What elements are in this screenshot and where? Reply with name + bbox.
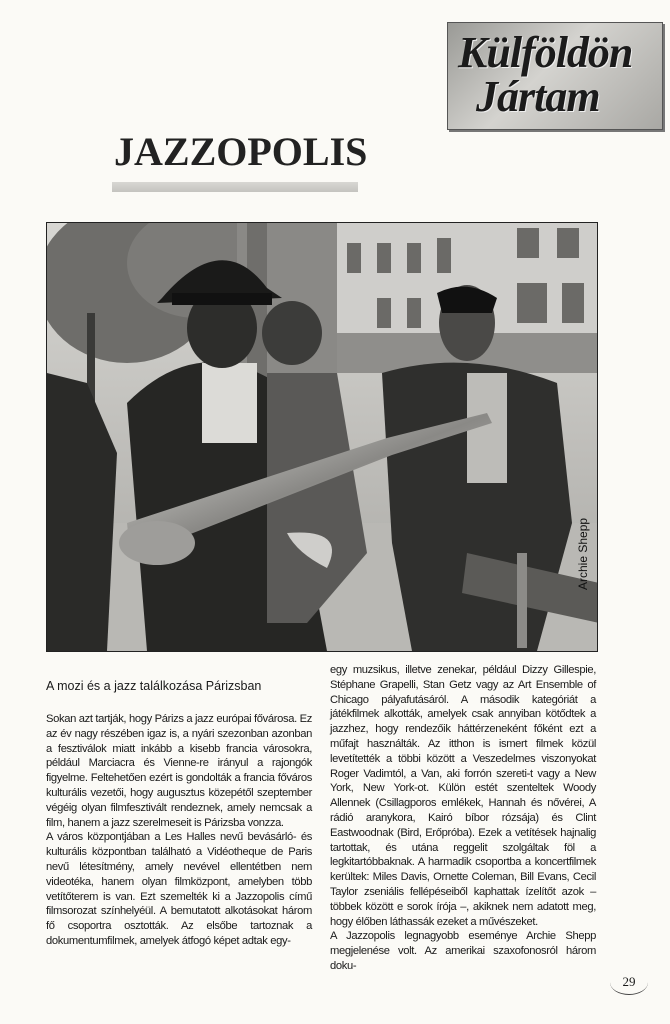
photo-caption: A mozi és a jazz találkozása Párizsban (46, 679, 262, 693)
paragraph: A város központjában a Les Halles nevű bevásárló- és kulturális központban található a Vidéotheque de Paris nevű létesítmény, amely nevével ellentétben nem videotéka, hanem olyan filmközpont, amelyben több vetítőterem is van. Ezt szemelték ki a Jazzopolis című filmsorozat színhelyéül. A bemutatott alkotásokat három fő csoportra osztották. Az elsőbe tartoznak a dokumentumfilmek, amelyek átfogó képet adtak egy- (46, 831, 312, 947)
badge-line-2: Jártam (476, 72, 600, 121)
title-underline-bar (112, 182, 358, 192)
page-number: 29 (610, 970, 648, 995)
section-badge (447, 22, 663, 130)
photo-credit: Archie Shepp (576, 517, 590, 590)
paragraph: egy muzsikus, illetve zenekar, például Dizzy Gillespie, Stéphane Grapelli, Stan Getz vagy az Art Ensemble of Chicago pályafutásáról. A második kategóriát a játékfilmek alkották, amelyek csak annyiban kötődtek a jazzhez, hogy rendezőik háttérzeneként főként ezt a műfajt használták. Az itthon is ismert filmek közül levetítették a többi között a Veszedelmes viszonyokat Roger Vadimtól, a Van, aki forrón szereti-t vagy a New York, New York-ot. Külön estét szenteltek Woody Allennek (Csillagporos emlékek, Hannah és nővérei, A rádió aranykora, Kairó bíbor rózsája) és Clint Eastwoodnak (Bird, Erőpróba). Ezek a vetítések hajnalig tartottak, és utána reggelit szolgáltak föl a legkitartóbbaknak. A harmadik csoportba a koncertfilmek kerültek: Miles Davis, Ornette Coleman, Bill Evans, Cecil Taylor zseniális fellépéseiből kaphattak ízelítőt azok – többek között e sorok írója –, akiknek nem adatott meg, hogy élőben láthassák ezeket a művészeket. (330, 664, 596, 928)
article-photo (46, 222, 598, 652)
paragraph: A Jazzopolis legnagyobb eseménye Archie Shepp megjelenése volt. Az amerikai szaxofonosról három doku- (330, 930, 596, 972)
text-column-right (330, 663, 596, 974)
text-column-left (46, 712, 312, 949)
paragraph: Sokan azt tartják, hogy Párizs a jazz európai fővárosa. Ez az év nagy részében igaz is, a nyári szezonban azonban a fesztiválok miatt inkább a kisebb francia városokra, például Marciacra és Vienne-re irányul a rajongók figyelme. Feltehetően ezért is gondolták a francia főváros kulturális vezetői, hogy augusztus közepétől szeptember végéig olyan filmfesztivált rendeznek, amely nemcsak a film, hanem a jazz szerelmeseit is Párizsba vonzza. (46, 713, 312, 829)
photo-illustration (47, 223, 597, 651)
badge-line-1: Külföldön (458, 28, 633, 77)
article-title: JAZZOPOLIS (114, 129, 368, 174)
